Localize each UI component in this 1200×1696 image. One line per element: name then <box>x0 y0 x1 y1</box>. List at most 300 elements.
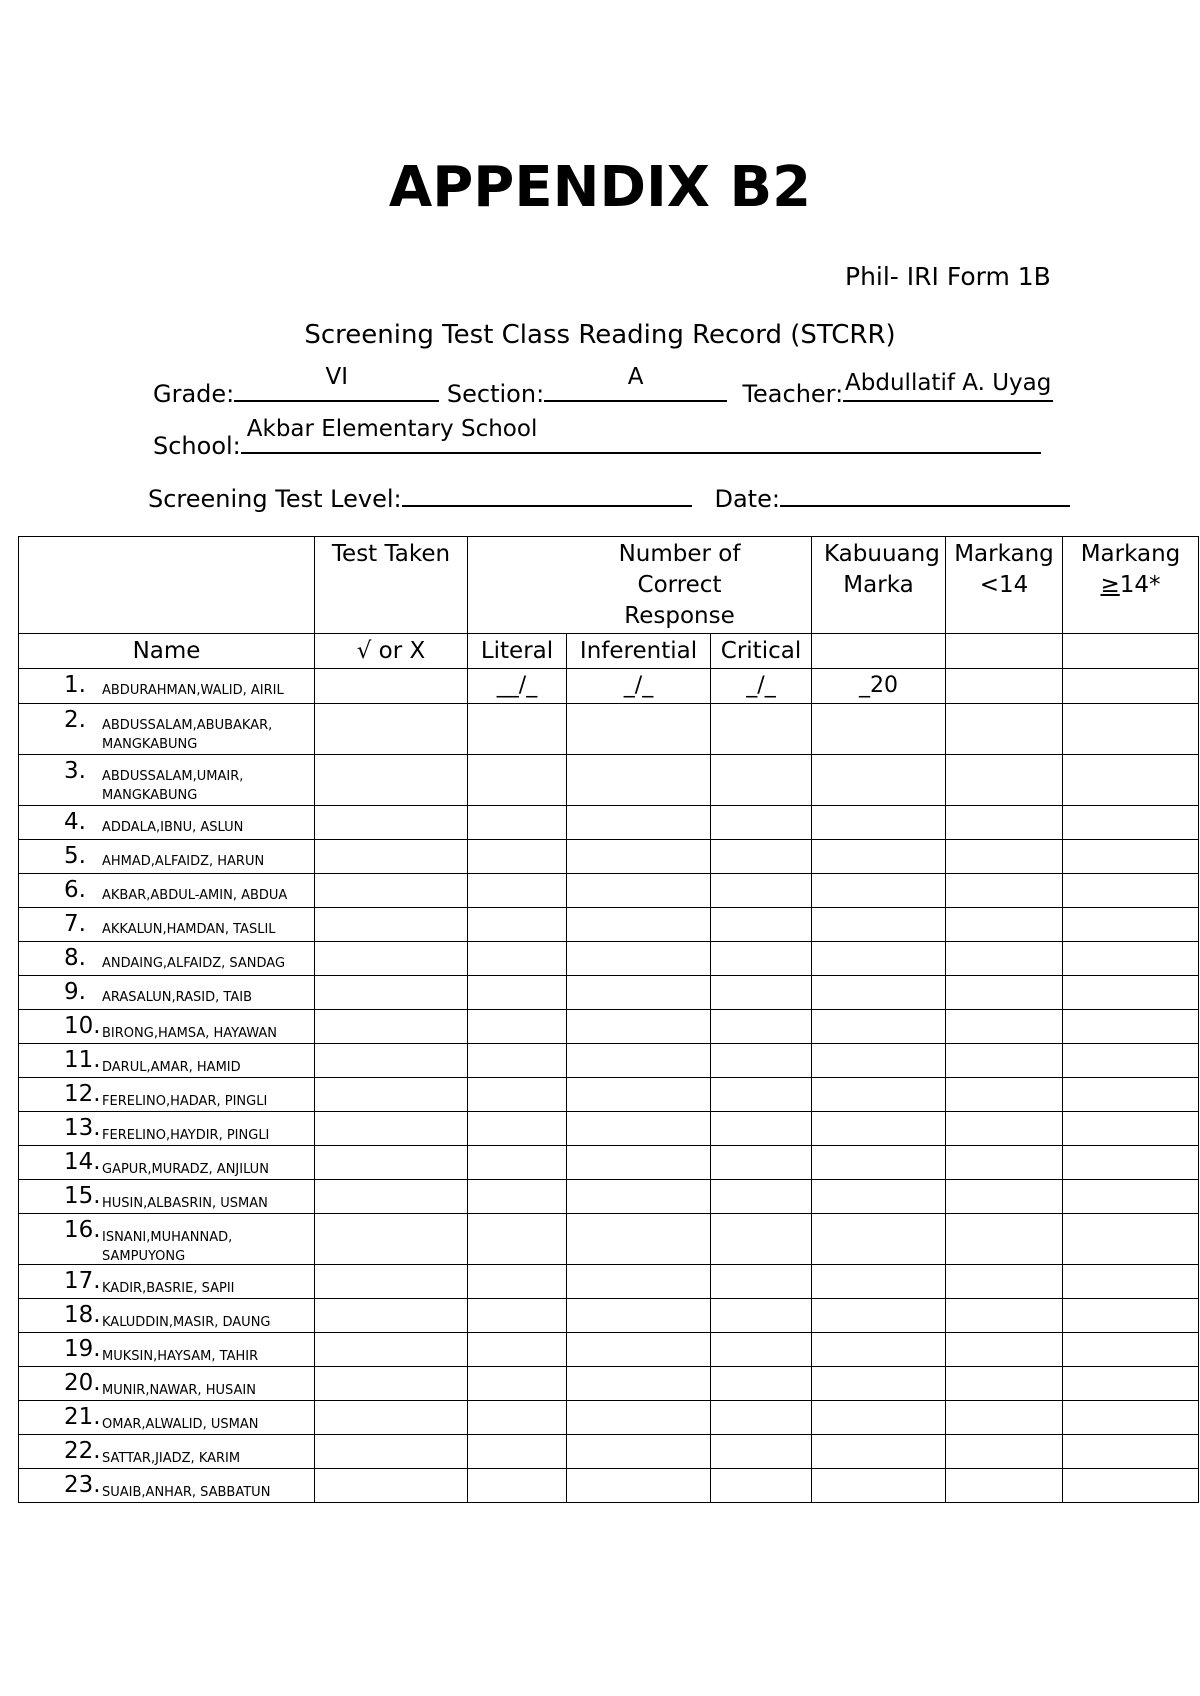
markang-lt-cell[interactable] <box>946 669 1063 704</box>
table-row <box>19 942 1199 976</box>
critical-cell[interactable] <box>711 1010 812 1044</box>
table-row <box>19 755 1199 806</box>
test-taken-cell[interactable] <box>315 669 468 704</box>
header-row <box>19 537 1199 634</box>
test-taken-cell[interactable] <box>315 1265 468 1299</box>
student-name-cell <box>19 1078 315 1112</box>
literal-cell[interactable] <box>468 669 567 704</box>
student-name-cell <box>19 840 315 874</box>
markang-ge-cell[interactable] <box>1063 1180 1199 1214</box>
student-name-cell <box>19 1112 315 1146</box>
markang-ge-cell[interactable] <box>1063 755 1199 806</box>
table-row <box>19 1078 1199 1112</box>
subheader-inferential: Inferential <box>567 634 711 669</box>
markang-ge-cell[interactable] <box>1063 1435 1199 1469</box>
student-name: FERELINO,HADAR, PINGLI <box>102 1094 268 1109</box>
kabuuang-cell[interactable] <box>812 1146 946 1180</box>
subheader-check: √ or X <box>315 634 468 669</box>
literal-cell[interactable] <box>468 1146 567 1180</box>
critical-cell[interactable] <box>711 1435 812 1469</box>
inferential-cell[interactable] <box>567 1435 711 1469</box>
markang-ge-cell[interactable] <box>1063 1265 1199 1299</box>
test-taken-cell[interactable] <box>315 1333 468 1367</box>
student-name: SATTAR,JIADZ, KARIM <box>102 1451 241 1466</box>
header-correct-response: Number of Correct Response <box>468 537 812 634</box>
grade-value: VI <box>325 364 349 390</box>
student-name: ANDAING,ALFAIDZ, SANDAG <box>102 956 286 971</box>
student-name-cell <box>19 669 315 704</box>
student-rows <box>19 669 1199 1503</box>
student-name-cell <box>19 1367 315 1401</box>
critical-cell[interactable] <box>711 1367 812 1401</box>
student-name: ABDURAHMAN,WALID, AIRIL <box>102 683 284 698</box>
test-taken-cell[interactable] <box>315 704 468 755</box>
table-row <box>19 1367 1199 1401</box>
kabuuang-cell[interactable] <box>812 1180 946 1214</box>
student-name: HUSIN,ALBASRIN, USMAN <box>102 1196 268 1211</box>
literal-cell[interactable] <box>468 1299 567 1333</box>
row-number: 16. <box>64 1217 101 1243</box>
table-row <box>19 1044 1199 1078</box>
kabuuang-cell[interactable] <box>812 806 946 840</box>
date-label: Date: <box>714 485 780 513</box>
subheader-lt-blank <box>946 634 1063 669</box>
literal-cell[interactable] <box>468 1214 567 1265</box>
row-number: 13. <box>64 1115 101 1141</box>
critical-cell[interactable] <box>711 1044 812 1078</box>
student-name-cell <box>19 1180 315 1214</box>
inferential-cell[interactable] <box>567 806 711 840</box>
row-number: 7. <box>64 911 86 937</box>
literal-cell[interactable] <box>468 976 567 1010</box>
markang-label: Markang <box>1080 541 1181 567</box>
markang-ge-cell[interactable] <box>1063 1146 1199 1180</box>
markang-ge-cell[interactable] <box>1063 908 1199 942</box>
test-taken-cell[interactable] <box>315 1214 468 1265</box>
row-number: 14. <box>64 1149 101 1175</box>
subheader-kabuuang-blank <box>812 634 946 669</box>
inferential-cell[interactable] <box>567 1401 711 1435</box>
table-row <box>19 1299 1199 1333</box>
student-name-cell <box>19 874 315 908</box>
markang-ge-cell[interactable] <box>1063 840 1199 874</box>
literal-cell[interactable] <box>468 1112 567 1146</box>
test-taken-cell[interactable] <box>315 1180 468 1214</box>
inferential-cell[interactable] <box>567 1078 711 1112</box>
markang-lt-cell[interactable] <box>946 806 1063 840</box>
kabuuang-cell[interactable] <box>812 1214 946 1265</box>
school-field[interactable] <box>241 416 1041 454</box>
header-blank-cell <box>19 537 315 634</box>
markang-ge-cell[interactable] <box>1063 1333 1199 1367</box>
markang-lt-cell[interactable] <box>946 1044 1063 1078</box>
critical-cell[interactable] <box>711 755 812 806</box>
kabuuang-cell[interactable] <box>812 1333 946 1367</box>
test-taken-cell[interactable] <box>315 1078 468 1112</box>
markang-lt-cell[interactable] <box>946 755 1063 806</box>
markang-lt-cell[interactable] <box>946 1112 1063 1146</box>
table-row <box>19 976 1199 1010</box>
student-name-cell <box>19 704 315 755</box>
markang-lt-cell[interactable] <box>946 1214 1063 1265</box>
critical-cell[interactable] <box>711 806 812 840</box>
inferential-cell[interactable] <box>567 755 711 806</box>
student-name: ABDUSSALAM,UMAIR, MANGKABUNG <box>102 769 244 803</box>
critical-cell[interactable] <box>711 1146 812 1180</box>
table-row <box>19 1214 1199 1265</box>
school-label: School: <box>153 432 241 460</box>
literal-cell[interactable] <box>468 704 567 755</box>
markang-lt-cell[interactable] <box>946 1010 1063 1044</box>
student-name: OMAR,ALWALID, USMAN <box>102 1417 259 1432</box>
literal-cell[interactable] <box>468 806 567 840</box>
header-markang-less-14: Markang <14 <box>946 537 1063 634</box>
subheader-critical: Critical <box>711 634 812 669</box>
markang-ge-cell[interactable] <box>1063 1112 1199 1146</box>
inferential-cell[interactable] <box>567 1214 711 1265</box>
kabuuang-cell[interactable] <box>812 1435 946 1469</box>
inferential-cell[interactable] <box>567 840 711 874</box>
student-name: AKBAR,ABDUL-AMIN, ABDUA <box>102 888 288 903</box>
row-number: 3. <box>64 758 86 784</box>
section-field[interactable] <box>544 364 727 402</box>
markang-ge-cell[interactable] <box>1063 669 1199 704</box>
school-value: Akbar Elementary School <box>246 416 538 442</box>
literal-cell[interactable] <box>468 1180 567 1214</box>
row-number: 11. <box>64 1047 101 1073</box>
critical-cell[interactable] <box>711 1214 812 1265</box>
row-number: 8. <box>64 945 86 971</box>
test-taken-cell[interactable] <box>315 1469 468 1503</box>
subheader-ge-blank <box>1063 634 1199 669</box>
student-name: GAPUR,MURADZ, ANJILUN <box>102 1162 269 1177</box>
table-row <box>19 1146 1199 1180</box>
kabuuang-cell[interactable] <box>812 1469 946 1503</box>
markang-ge-cell[interactable] <box>1063 704 1199 755</box>
critical-cell[interactable] <box>711 704 812 755</box>
kabuuang-cell[interactable] <box>812 704 946 755</box>
inferential-cell[interactable] <box>567 976 711 1010</box>
form-id: Phil- IRI Form 1B <box>845 262 1051 291</box>
test-taken-cell[interactable] <box>315 1112 468 1146</box>
student-name: MUNIR,NAWAR, HUSAIN <box>102 1383 256 1398</box>
row-number: 4. <box>64 809 86 835</box>
table-row <box>19 704 1199 755</box>
test-taken-cell[interactable] <box>315 1146 468 1180</box>
section-label: Section: <box>446 380 545 408</box>
literal-cell[interactable] <box>468 1333 567 1367</box>
literal-cell[interactable] <box>468 908 567 942</box>
student-name-cell <box>19 1265 315 1299</box>
table-row <box>19 840 1199 874</box>
student-name-cell <box>19 1333 315 1367</box>
kabuuang-cell[interactable] <box>812 942 946 976</box>
markang-ge-cell[interactable] <box>1063 1367 1199 1401</box>
inferential-cell[interactable] <box>567 1146 711 1180</box>
test-taken-cell[interactable] <box>315 840 468 874</box>
header-kabuuang-marka: Kabuuang Marka <box>812 537 946 634</box>
table-row <box>19 806 1199 840</box>
kabuuang-cell[interactable] <box>812 874 946 908</box>
row-number: 12. <box>64 1081 101 1107</box>
table-row <box>19 908 1199 942</box>
kabuuang-cell[interactable] <box>812 1401 946 1435</box>
literal-cell[interactable] <box>468 1078 567 1112</box>
student-name-cell <box>19 1010 315 1044</box>
markang-lt-cell[interactable] <box>946 942 1063 976</box>
date-field[interactable] <box>780 483 1070 507</box>
page-title: APPENDIX B2 <box>388 155 812 220</box>
kabuuang-cell[interactable] <box>812 840 946 874</box>
markang-lt-cell[interactable] <box>946 976 1063 1010</box>
markang-lt-cell[interactable] <box>946 1146 1063 1180</box>
subheader-row <box>19 634 1199 669</box>
grade-label: Grade: <box>153 380 235 408</box>
student-name-cell <box>19 1146 315 1180</box>
test-taken-cell[interactable] <box>315 942 468 976</box>
critical-cell[interactable] <box>711 1333 812 1367</box>
table-row <box>19 1333 1199 1367</box>
literal-cell[interactable] <box>468 1367 567 1401</box>
test-taken-cell[interactable] <box>315 908 468 942</box>
teacher-label: Teacher: <box>742 380 844 408</box>
student-name-cell <box>19 1469 315 1503</box>
critical-cell[interactable] <box>711 1180 812 1214</box>
school-line <box>153 416 1041 460</box>
markang-lt-cell[interactable] <box>946 1299 1063 1333</box>
kabuuang-cell[interactable] <box>812 1044 946 1078</box>
literal-cell[interactable] <box>468 755 567 806</box>
row-number: 9. <box>64 979 86 1005</box>
literal-cell[interactable] <box>468 840 567 874</box>
row-number: 15. <box>64 1183 101 1209</box>
literal-score: __/_ <box>496 673 538 698</box>
test-taken-cell[interactable] <box>315 1299 468 1333</box>
subheader-literal: Literal <box>468 634 567 669</box>
test-taken-cell[interactable] <box>315 1435 468 1469</box>
student-name-cell <box>19 1044 315 1078</box>
test-taken-cell[interactable] <box>315 1401 468 1435</box>
student-name: BIRONG,HAMSA, HAYAWAN <box>102 1026 278 1041</box>
row-number: 21. <box>64 1404 101 1430</box>
student-name: ARASALUN,RASID, TAIB <box>102 990 252 1005</box>
literal-cell[interactable] <box>468 1401 567 1435</box>
student-name: ADDALA,IBNU, ASLUN <box>102 820 244 835</box>
row-number: 19. <box>64 1336 101 1362</box>
inferential-cell[interactable] <box>567 1265 711 1299</box>
student-name-cell <box>19 806 315 840</box>
markang-ge-cell[interactable] <box>1063 1078 1199 1112</box>
kabuuang-cell[interactable] <box>812 1010 946 1044</box>
row-number: 17. <box>64 1268 101 1294</box>
markang-lt-cell[interactable] <box>946 908 1063 942</box>
row-number: 2. <box>64 707 86 733</box>
inferential-cell[interactable] <box>567 1180 711 1214</box>
table-row <box>19 1469 1199 1503</box>
kabuuang-cell[interactable] <box>812 1299 946 1333</box>
markang-ge-cell[interactable] <box>1063 942 1199 976</box>
test-taken-cell[interactable] <box>315 976 468 1010</box>
table-row <box>19 1435 1199 1469</box>
literal-cell[interactable] <box>468 1265 567 1299</box>
markang-ge-cell[interactable] <box>1063 1044 1199 1078</box>
inferential-cell[interactable] <box>567 1112 711 1146</box>
critical-cell[interactable] <box>711 1469 812 1503</box>
student-name-cell <box>19 755 315 806</box>
student-name-cell <box>19 1401 315 1435</box>
inferential-cell[interactable] <box>567 1333 711 1367</box>
inferential-cell[interactable] <box>567 1044 711 1078</box>
test-taken-cell[interactable] <box>315 755 468 806</box>
critical-cell[interactable] <box>711 874 812 908</box>
header-test-taken: Test Taken <box>315 537 468 634</box>
student-name: ISNANI,MUHANNAD, SAMPUYONG <box>102 1230 233 1264</box>
student-name: DARUL,AMAR, HAMID <box>102 1060 241 1075</box>
critical-cell[interactable] <box>711 908 812 942</box>
markang-lt-cell[interactable] <box>946 1265 1063 1299</box>
literal-cell[interactable] <box>468 874 567 908</box>
inferential-cell[interactable] <box>567 669 711 704</box>
literal-cell[interactable] <box>468 942 567 976</box>
student-name-cell <box>19 1435 315 1469</box>
markang-lt-cell[interactable] <box>946 1333 1063 1367</box>
student-name-cell <box>19 976 315 1010</box>
inferential-cell[interactable] <box>567 1010 711 1044</box>
critical-cell[interactable] <box>711 976 812 1010</box>
markang-lt-cell[interactable] <box>946 1435 1063 1469</box>
row-number: 22. <box>64 1438 101 1464</box>
inferential-cell[interactable] <box>567 874 711 908</box>
level-label: Screening Test Level: <box>148 485 402 513</box>
grade-section-teacher-line <box>153 364 1053 408</box>
student-name: SUAIB,ANHAR, SABBATUN <box>102 1485 271 1500</box>
test-taken-cell[interactable] <box>315 1367 468 1401</box>
critical-score: _/_ <box>746 673 776 698</box>
critical-cell[interactable] <box>711 942 812 976</box>
kabuuang-cell[interactable] <box>812 1367 946 1401</box>
section-value: A <box>627 364 644 390</box>
kabuuang-cell[interactable] <box>812 669 946 704</box>
critical-cell[interactable] <box>711 1401 812 1435</box>
markang-ge-cell[interactable] <box>1063 1010 1199 1044</box>
test-taken-cell[interactable] <box>315 806 468 840</box>
inferential-cell[interactable] <box>567 704 711 755</box>
kabuuang-score: _20 <box>859 673 898 698</box>
ge-symbol: ≥ <box>1100 572 1120 598</box>
critical-cell[interactable] <box>711 1078 812 1112</box>
kabuuang-cell[interactable] <box>812 908 946 942</box>
row-number: 10. <box>64 1013 101 1039</box>
kabuuang-cell[interactable] <box>812 976 946 1010</box>
markang-lt-cell[interactable] <box>946 704 1063 755</box>
literal-cell[interactable] <box>468 1469 567 1503</box>
row-number: 23. <box>64 1472 101 1498</box>
student-name: AHMAD,ALFAIDZ, HARUN <box>102 854 265 869</box>
table-row <box>19 1010 1199 1044</box>
critical-cell[interactable] <box>711 1299 812 1333</box>
markang-lt-cell[interactable] <box>946 1367 1063 1401</box>
critical-cell[interactable] <box>711 840 812 874</box>
test-taken-cell[interactable] <box>315 1010 468 1044</box>
kabuuang-cell[interactable] <box>812 755 946 806</box>
markang-lt-cell[interactable] <box>946 840 1063 874</box>
inferential-cell[interactable] <box>567 908 711 942</box>
inferential-cell[interactable] <box>567 1367 711 1401</box>
student-name-cell <box>19 908 315 942</box>
table-row <box>19 1112 1199 1146</box>
row-number: 20. <box>64 1370 101 1396</box>
table-row <box>19 1401 1199 1435</box>
subheader-name: Name <box>19 634 315 669</box>
table-row <box>19 1180 1199 1214</box>
student-name-cell <box>19 942 315 976</box>
markang-ge-cell[interactable] <box>1063 1299 1199 1333</box>
student-name: FERELINO,HAYDIR, PINGLI <box>102 1128 270 1143</box>
inferential-cell[interactable] <box>567 1469 711 1503</box>
level-date-line <box>148 483 1070 513</box>
form-subtitle: Screening Test Class Reading Record (STCRR) <box>304 320 896 350</box>
student-name: MUKSIN,HAYSAM, TAHIR <box>102 1349 259 1364</box>
table-row <box>19 874 1199 908</box>
ge-value: 14* <box>1119 572 1161 598</box>
literal-cell[interactable] <box>468 1435 567 1469</box>
table-row <box>19 669 1199 704</box>
student-name: ABDUSSALAM,ABUBAKAR, MANGKABUNG <box>102 718 273 752</box>
literal-cell[interactable] <box>468 1010 567 1044</box>
critical-cell[interactable] <box>711 1265 812 1299</box>
markang-ge-cell[interactable] <box>1063 1214 1199 1265</box>
student-name: AKKALUN,HAMDAN, TASLIL <box>102 922 276 937</box>
student-name-cell <box>19 1299 315 1333</box>
markang-ge-cell[interactable] <box>1063 1469 1199 1503</box>
header-markang-ge-14 <box>1063 537 1199 634</box>
kabuuang-cell[interactable] <box>812 1112 946 1146</box>
markang-ge-cell[interactable] <box>1063 874 1199 908</box>
inferential-score: _/_ <box>623 673 654 698</box>
test-taken-cell[interactable] <box>315 1044 468 1078</box>
table-row <box>19 1265 1199 1299</box>
inferential-cell[interactable] <box>567 942 711 976</box>
literal-cell[interactable] <box>468 1044 567 1078</box>
markang-ge-cell[interactable] <box>1063 1401 1199 1435</box>
markang-lt-cell[interactable] <box>946 1401 1063 1435</box>
student-name: KADIR,BASRIE, SAPII <box>102 1281 235 1296</box>
row-number: 18. <box>64 1302 101 1328</box>
teacher-value: Abdullatif A. Uyag <box>845 370 1052 396</box>
row-number: 1. <box>64 672 86 698</box>
teacher-field[interactable] <box>843 370 1053 402</box>
kabuuang-cell[interactable] <box>812 1265 946 1299</box>
kabuuang-cell[interactable] <box>812 1078 946 1112</box>
grade-field[interactable] <box>234 364 439 402</box>
student-name-cell <box>19 1214 315 1265</box>
student-name: KALUDDIN,MASIR, DAUNG <box>102 1315 271 1330</box>
row-number: 6. <box>64 877 86 903</box>
markang-lt-cell[interactable] <box>946 1469 1063 1503</box>
markang-ge-cell[interactable] <box>1063 976 1199 1010</box>
markang-lt-cell[interactable] <box>946 1078 1063 1112</box>
markang-lt-cell[interactable] <box>946 1180 1063 1214</box>
markang-lt-cell[interactable] <box>946 874 1063 908</box>
critical-cell[interactable] <box>711 1112 812 1146</box>
row-number: 5. <box>64 843 86 869</box>
markang-ge-cell[interactable] <box>1063 806 1199 840</box>
reading-record-table <box>18 536 1199 1503</box>
test-taken-cell[interactable] <box>315 874 468 908</box>
critical-cell[interactable] <box>711 669 812 704</box>
inferential-cell[interactable] <box>567 1299 711 1333</box>
level-field[interactable] <box>402 483 692 507</box>
